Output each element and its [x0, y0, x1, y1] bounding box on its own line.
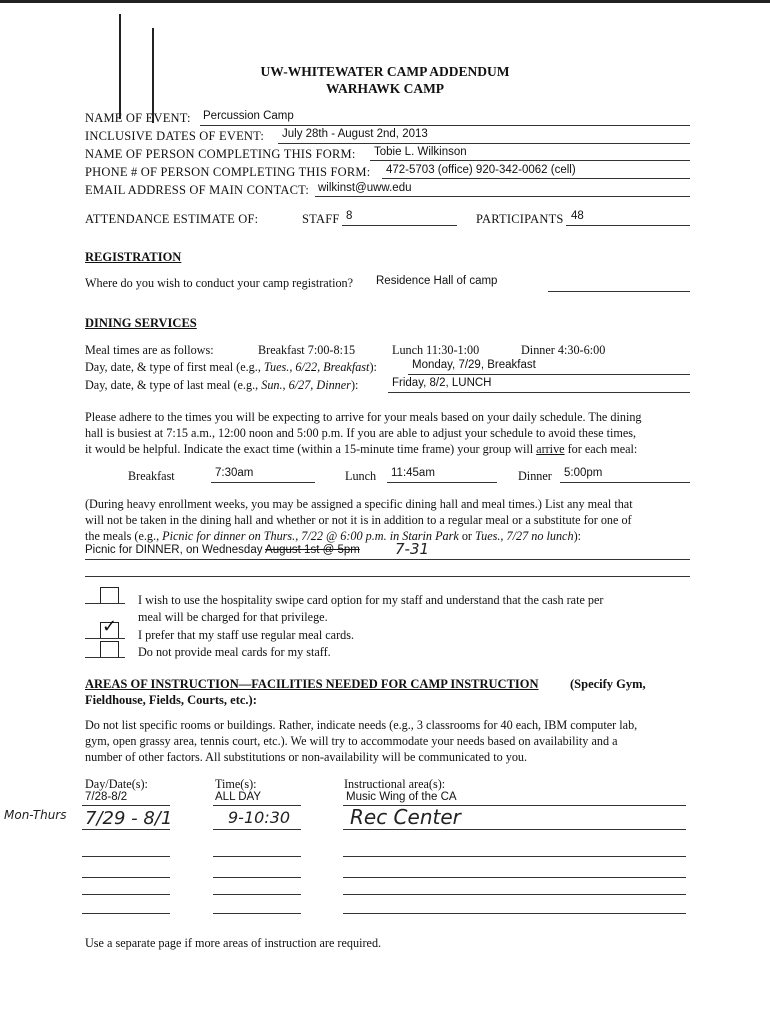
- row2-dates[interactable]: 7/29 - 8/1: [85, 808, 173, 829]
- instruction-desc-2: gym, open grassy area, tennis court, etc.). We will try to accommodate your needs based on availability and a: [85, 734, 618, 748]
- check-mark-icon: ✓: [102, 616, 118, 637]
- phone-value[interactable]: 472-5703 (office) 920-342-0062 (cell): [386, 164, 576, 176]
- picnic-handwritten-date: 7-31: [395, 540, 430, 558]
- instruction-desc-3: number of other factors. All substitutions or non-availability will be communicated to you.: [85, 750, 528, 764]
- participants-value[interactable]: 48: [571, 210, 584, 222]
- heavy-line-2: will not be taken in the dining hall and whether or not it is in addition to a regular meal or a substitute for one of: [85, 513, 632, 527]
- top-border: [0, 0, 770, 3]
- participants-line: [566, 225, 690, 226]
- lunch-time: Lunch 11:30-1:00: [392, 343, 480, 357]
- row4-area-line: [343, 877, 686, 878]
- row1-times-line: [213, 805, 301, 806]
- option3-checkbox[interactable]: [100, 641, 119, 658]
- event-name-value[interactable]: Percussion Camp: [203, 110, 294, 122]
- exact-breakfast-value[interactable]: 7:30am: [215, 467, 254, 479]
- adhere-line-2: hall is busiest at 7:15 a.m., 12:00 noon and 5:00 p.m. If you are able to adjust your schedule to avoid these times,: [85, 426, 637, 440]
- first-meal-label-text: Day, date, & type of first meal (e.g.,: [85, 360, 261, 374]
- email-line: [315, 196, 690, 197]
- adhere-line-3: [85, 442, 637, 457]
- option2-text: I prefer that my staff use regular meal cards.: [138, 628, 355, 642]
- last-meal-line: [388, 392, 690, 393]
- event-dates-label: INCLUSIVE DATES OF EVENT:: [85, 129, 265, 143]
- row1-times[interactable]: ALL DAY: [215, 791, 262, 803]
- row3-dates-line: [82, 856, 170, 857]
- col-dates-header: Day/Date(s):: [85, 777, 148, 791]
- row2-area-line: [343, 829, 686, 830]
- row1-area[interactable]: Music Wing of the CA: [346, 791, 457, 803]
- adhere-line-3c: for each meal:: [567, 442, 638, 456]
- heavy-line-3a: the meals (e.g.,: [85, 529, 160, 543]
- row5-times-line: [213, 894, 301, 895]
- picnic-struck-text: August 1st @ 5pm: [265, 544, 360, 556]
- event-name-label: NAME OF EVENT:: [85, 111, 191, 125]
- exact-dinner-value[interactable]: 5:00pm: [564, 467, 603, 479]
- adhere-line-3a: it would be helpful. Indicate the exact time (within a 15-minute time frame) your group will: [85, 442, 534, 456]
- form-subtitle: WARHAWK CAMP: [325, 81, 445, 96]
- row4-times-line: [213, 877, 301, 878]
- form-title: UW-WHITEWATER CAMP ADDENDUM: [260, 64, 510, 79]
- first-meal-example: Tues., 6/22, Breakfast: [263, 360, 370, 374]
- staff-label: STAFF: [302, 212, 340, 226]
- row6-dates-line: [82, 913, 170, 914]
- picnic-text: Picnic for DINNER, on Wednesday: [85, 544, 263, 556]
- option3-checkbox-underline: [85, 657, 125, 658]
- exact-dinner-label: Dinner: [518, 469, 552, 483]
- person-value[interactable]: Tobie L. Wilkinson: [374, 146, 467, 158]
- registration-question: Where do you wish to conduct your camp registration?: [85, 276, 354, 290]
- phone-line: [382, 178, 690, 179]
- participants-label: PARTICIPANTS: [476, 212, 564, 226]
- heavy-line-3: [85, 529, 581, 544]
- row6-area-line: [343, 913, 686, 914]
- email-value[interactable]: wilkinst@uww.edu: [318, 182, 412, 194]
- person-line: [370, 160, 690, 161]
- heavy-line-3b: Picnic for dinner on Thurs., 7/22 @ 6:00 p.m. in Starin Park: [162, 529, 459, 543]
- meal-times-label: Meal times are as follows:: [85, 343, 214, 357]
- event-dates-value[interactable]: July 28th - August 2nd, 2013: [282, 128, 428, 140]
- option3-text: Do not provide meal cards for my staff.: [138, 645, 331, 659]
- event-dates-line: [278, 143, 690, 144]
- instruction-heading-suffix-2: Fieldhouse, Fields, Courts, etc.):: [85, 693, 257, 707]
- picnic-line-2: [85, 576, 690, 577]
- dining-heading: DINING SERVICES: [85, 316, 197, 330]
- col-times-header: Time(s):: [215, 777, 257, 791]
- row1-dates[interactable]: 7/28-8/2: [85, 791, 128, 803]
- row3-area-line: [343, 856, 686, 857]
- row1-dates-line: [82, 805, 170, 806]
- row2-dates-line: [82, 829, 170, 830]
- event-name-line: [200, 125, 690, 126]
- heavy-line-3e: ):: [573, 529, 582, 543]
- email-label: EMAIL ADDRESS OF MAIN CONTACT:: [85, 183, 310, 197]
- last-meal-label: [85, 378, 358, 393]
- first-meal-value[interactable]: Monday, 7/29, Breakfast: [412, 359, 536, 371]
- heavy-line-3c: or: [461, 529, 472, 543]
- row6-times-line: [213, 913, 301, 914]
- exact-breakfast-label: Breakfast: [128, 469, 175, 483]
- phone-label: PHONE # OF PERSON COMPLETING THIS FORM:: [85, 165, 371, 179]
- picnic-value[interactable]: [85, 544, 360, 556]
- instruction-heading: AREAS OF INSTRUCTION—FACILITIES NEEDED FOR CAMP INSTRUCTION: [85, 677, 539, 691]
- instruction-heading-suffix: (Specify Gym,: [570, 677, 646, 691]
- row2-margin-note: Mon-Thurs: [4, 808, 67, 822]
- person-label: NAME OF PERSON COMPLETING THIS FORM:: [85, 147, 356, 161]
- breakfast-time: Breakfast 7:00-8:15: [258, 343, 356, 357]
- registration-heading: REGISTRATION: [85, 250, 182, 264]
- staff-value[interactable]: 8: [346, 210, 353, 222]
- last-meal-value[interactable]: Friday, 8/2, LUNCH: [392, 377, 492, 389]
- col-area-header: Instructional area(s):: [344, 777, 446, 791]
- row4-dates-line: [82, 877, 170, 878]
- row2-area[interactable]: Rec Center: [350, 805, 461, 829]
- row2-times[interactable]: 9-10:30: [228, 808, 291, 827]
- option1-line-2: meal will be charged for that privilege.: [138, 610, 328, 624]
- exact-breakfast-line: [211, 482, 315, 483]
- adhere-line-1: Please adhere to the times you will be expecting to arrive for your meals based on your daily schedule. The dining: [85, 410, 642, 424]
- exact-dinner-line: [560, 482, 690, 483]
- first-meal-close: ):: [369, 360, 377, 374]
- footer-note: Use a separate page if more areas of instruction are required.: [85, 936, 382, 950]
- adhere-arrive: arrive: [536, 442, 565, 456]
- option1-checkbox[interactable]: [100, 587, 119, 604]
- instruction-desc-1: Do not list specific rooms or buildings. Rather, indicate needs (e.g., 3 classrooms for 40 each, IBM computer lab,: [85, 718, 638, 732]
- attendance-label: ATTENDANCE ESTIMATE OF:: [85, 212, 259, 226]
- row5-area-line: [343, 894, 686, 895]
- option2-checkbox-underline: [85, 638, 125, 639]
- picnic-line: [85, 559, 690, 560]
- row5-dates-line: [82, 894, 170, 895]
- exact-lunch-value[interactable]: 11:45am: [391, 467, 435, 479]
- last-meal-close: ):: [350, 378, 359, 392]
- row2-times-line: [213, 829, 301, 830]
- staff-line: [342, 225, 457, 226]
- option1-line-1: I wish to use the hospitality swipe card option for my staff and understand that the cash rate per: [138, 593, 604, 607]
- exact-lunch-line: [387, 482, 497, 483]
- registration-line: [548, 291, 690, 292]
- heavy-line-3d: Tues., 7/27 no lunch: [475, 529, 574, 543]
- option1-checkbox-underline: [85, 603, 125, 604]
- last-meal-example: Sun., 6/27, Dinner: [261, 378, 351, 392]
- dinner-time: Dinner 4:30-6:00: [521, 343, 606, 357]
- first-meal-line: [408, 374, 690, 375]
- registration-answer[interactable]: Residence Hall of camp: [376, 275, 498, 287]
- row3-times-line: [213, 856, 301, 857]
- first-meal-label: [85, 360, 377, 375]
- heavy-line-1: (During heavy enrollment weeks, you may be assigned a specific dining hall and meal times.) List any meal that: [85, 497, 633, 511]
- last-meal-label-text: Day, date, & type of last meal (e.g.,: [85, 378, 259, 392]
- exact-lunch-label: Lunch: [345, 469, 377, 483]
